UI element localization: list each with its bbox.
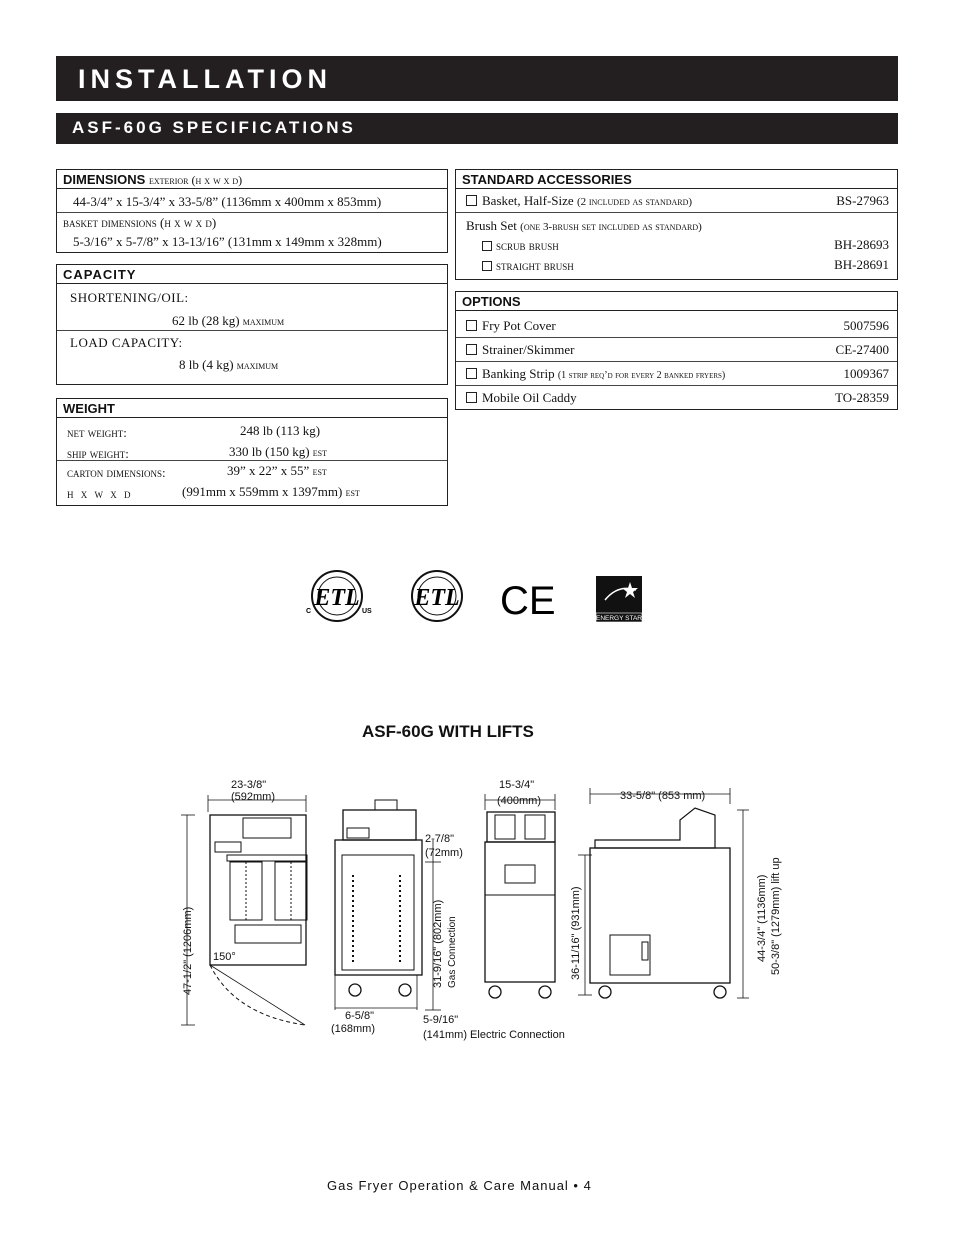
svg-text:ETL: ETL <box>314 585 360 611</box>
checkbox-icon <box>466 320 477 331</box>
dim-front-width: 15-3/4" <box>499 779 535 791</box>
svg-text:ETL: ETL <box>414 585 460 611</box>
top-view-drawing <box>181 795 307 1025</box>
dim-angle: 150° <box>213 951 236 963</box>
spec-title: ASF-60G SPECIFICATIONS <box>56 113 898 144</box>
option-code: TO-28359 <box>835 390 889 405</box>
figure-title: ASF-60G WITH LIFTS <box>362 722 534 741</box>
checkbox-icon <box>482 241 492 251</box>
basket-dimensions-label: basket dimensions (h x w x d) <box>63 215 217 230</box>
basket-dimensions-value: 5-3/16” x 5-7/8” x 13-13/16” (131mm x 149mm x 328mm) <box>73 234 382 249</box>
option-fry-pot-cover: Fry Pot Cover <box>466 318 556 334</box>
option-mobile-oil-caddy: Mobile Oil Caddy <box>466 390 577 406</box>
dimensions-header: DIMENSIONS exterior (h x w x d) <box>57 170 447 189</box>
capacity-box <box>56 264 448 385</box>
svg-text:CE: CE <box>500 579 556 623</box>
dim-bottom-left-mm: (168mm) <box>331 1023 376 1035</box>
ship-weight-label: ship weight: <box>67 446 129 461</box>
shortening-value: 62 lb (28 kg) maximum <box>172 313 285 328</box>
options-box <box>455 291 898 410</box>
dim-height-left: 47-1/2" (1206mm) <box>182 906 194 995</box>
carton-dimensions-label: carton dimensions: <box>67 465 166 480</box>
energy-star-logo <box>596 576 642 622</box>
dim-width-top: 23-3/8" <box>231 779 267 791</box>
carton-metric-value: (991mm x 559mm x 1397mm) est <box>182 484 360 499</box>
certification-logos <box>300 570 650 630</box>
dim-gas-label: Gas Connection <box>447 916 458 988</box>
option-banking-strip: Banking Strip (1 strip req’d for every 2 banked fryers) <box>466 366 725 382</box>
dim-front-height: 36-11/16" (931mm) <box>570 886 582 980</box>
dim-width-top-mm: (592mm) <box>231 791 276 803</box>
etl-sanitation-logo <box>412 571 462 621</box>
dim-bottom-left: 6-5/8" <box>345 1010 374 1022</box>
etl-listed-logo <box>306 571 372 621</box>
basket-code: BS-27963 <box>836 193 889 208</box>
exterior-value: 44-3/4” x 15-3/4” x 33-5/8” (1136mm x 400mm x 853mm) <box>73 194 382 209</box>
page-footer: Gas Fryer Operation & Care Manual • 4 <box>327 1178 592 1193</box>
options-header: OPTIONS <box>456 292 897 311</box>
fryer-dimension-diagram <box>175 770 795 1060</box>
scrub-brush-item: scrub brush <box>482 238 559 254</box>
checkbox-icon <box>466 344 477 355</box>
energy-star-label: ENERGY STAR <box>596 615 642 622</box>
straight-brush-code: BH-28691 <box>834 257 889 272</box>
load-capacity-value: 8 lb (4 kg) maximum <box>179 357 279 372</box>
dim-gas-height: 31-9/16" (802mm) <box>432 899 444 988</box>
checkbox-icon <box>466 195 477 206</box>
standard-accessories-box <box>455 169 898 280</box>
net-weight-label: net weight: <box>67 425 127 440</box>
basket-half-size-item: Basket, Half-Size (2 included as standard) <box>466 193 692 209</box>
straight-brush-item: straight brush <box>482 258 574 274</box>
checkbox-icon <box>466 392 477 403</box>
side-view-drawing <box>590 788 749 998</box>
scrub-brush-code: BH-28693 <box>834 237 889 252</box>
option-code: 1009367 <box>843 366 889 381</box>
dim-depth: 33-5/8" (853 mm) <box>620 790 706 802</box>
dim-side-offset: 2-7/8" <box>425 833 454 845</box>
etl-us-label: US <box>362 608 372 615</box>
dimensions-box <box>56 169 448 253</box>
dim-bottom-right: 5-9/16" <box>423 1014 459 1026</box>
capacity-header: CAPACITY <box>57 265 447 284</box>
weight-box <box>56 398 448 506</box>
carton-dimensions-value: 39” x 22” x 55” est <box>227 463 327 478</box>
option-code: CE-27400 <box>835 342 889 357</box>
dim-bottom-right-mm: (141mm) Electric Connection <box>423 1029 565 1041</box>
back-view-drawing <box>335 800 441 1010</box>
weight-header: WEIGHT <box>57 399 447 418</box>
dim-height-total: 44-3/4" (1136mm) <box>756 874 768 962</box>
option-strainer-skimmer: Strainer/Skimmer <box>466 342 574 358</box>
net-weight-value: 248 lb (113 kg) <box>240 423 321 438</box>
option-code: 5007596 <box>843 318 889 333</box>
etl-c-label: C <box>306 608 312 615</box>
brush-set-item: Brush Set (one 3-brush set included as standard) <box>466 218 702 233</box>
dim-front-width-mm: (400mm) <box>497 795 542 807</box>
dim-height-lift: 50-3/8" (1279mm) lift up <box>770 857 782 975</box>
checkbox-icon <box>466 368 477 379</box>
hwd-label: h x w x d <box>67 486 133 501</box>
ce-mark-logo <box>500 579 556 623</box>
ship-weight-value: 330 lb (150 kg) est <box>229 444 328 459</box>
section-title: INSTALLATION <box>56 56 898 101</box>
shortening-label: SHORTENING/OIL: <box>70 290 189 305</box>
exterior-label: exterior (h x w x d) <box>148 173 243 187</box>
checkbox-icon <box>482 261 492 271</box>
standard-accessories-header: STANDARD ACCESSORIES <box>456 170 897 189</box>
dim-side-offset-mm: (72mm) <box>425 847 463 859</box>
load-capacity-label: LOAD CAPACITY: <box>70 335 183 350</box>
